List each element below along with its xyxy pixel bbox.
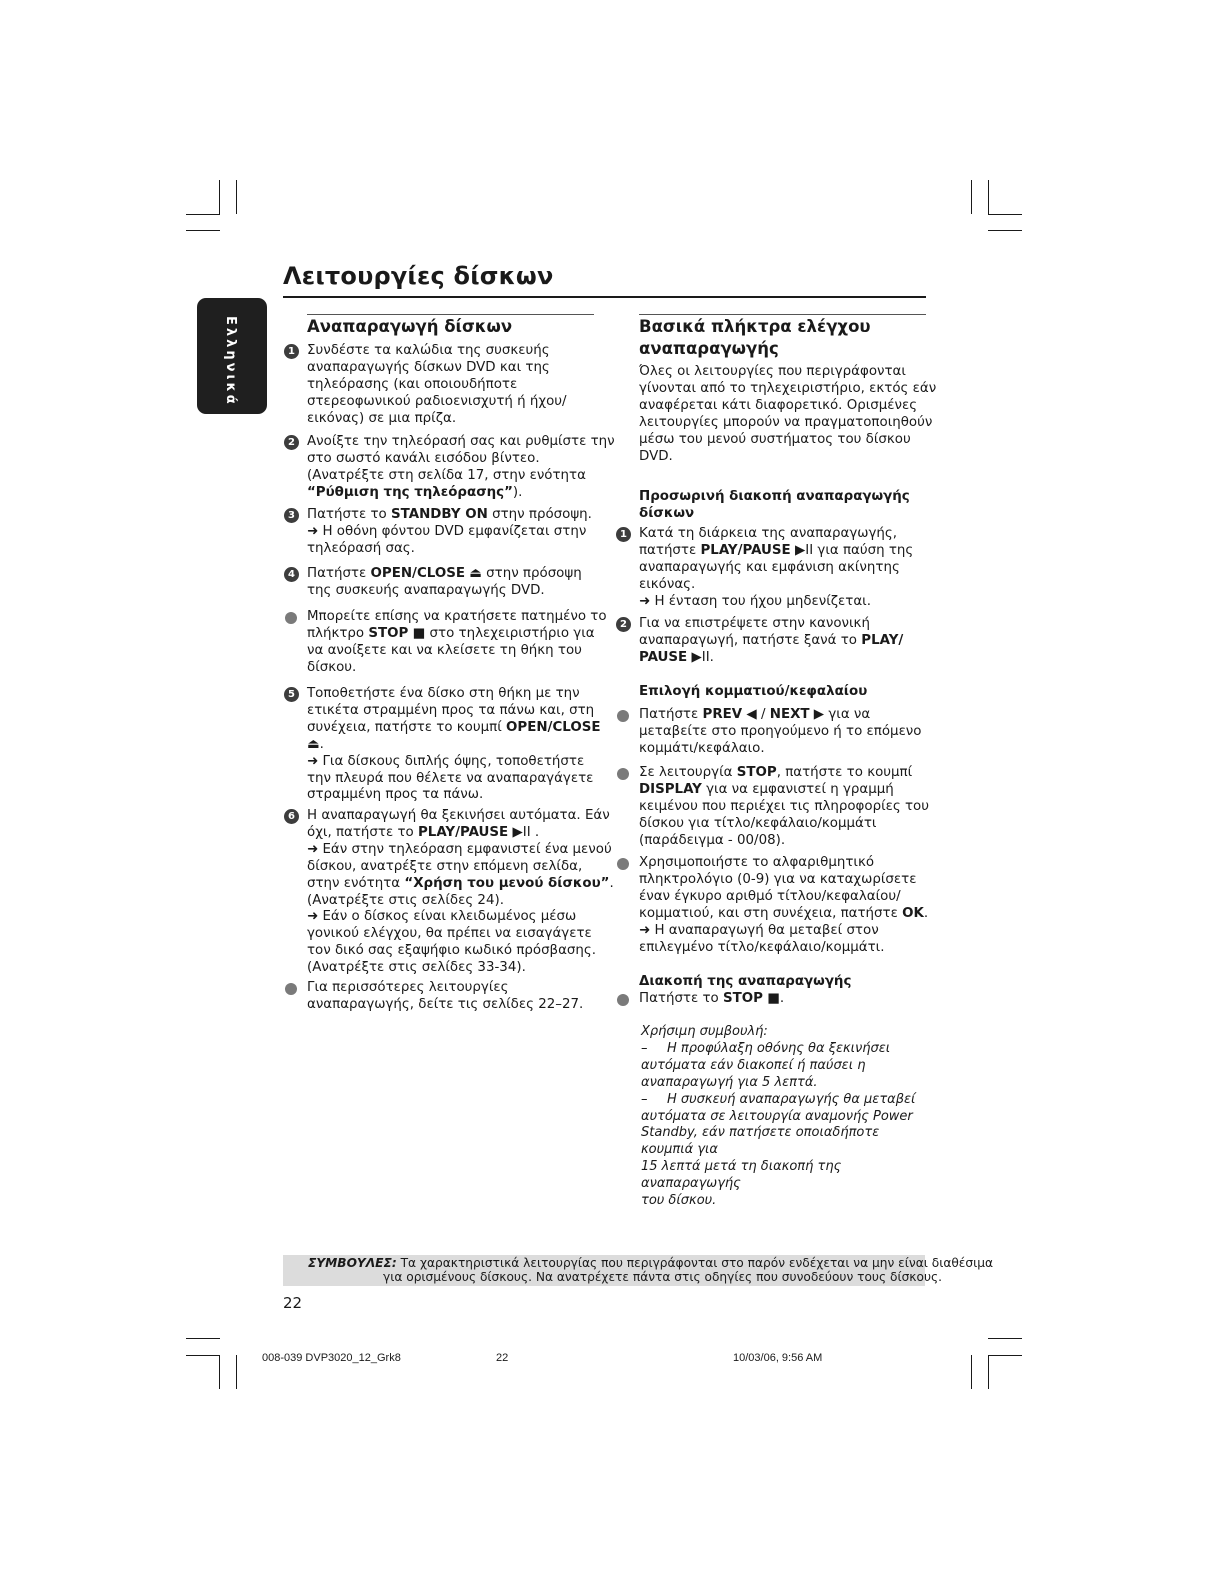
footer-file: 008-039 DVP3020_12_Grk8 [262, 1352, 401, 1364]
item-line: όχι, πατήστε το PLAY/PAUSE ▶II . [307, 824, 540, 840]
tip-text: Η συσκευή αναπαραγωγής θα μεταβεί [667, 1091, 916, 1107]
language-tab [197, 298, 267, 414]
track-step-item [639, 765, 929, 850]
item-line: της συσκευής αναπαραγωγής DVD. [307, 582, 545, 598]
crop-mark [186, 1355, 220, 1356]
tip-text: Η προφύλαξη οθόνης θα ξεκινήσει [667, 1040, 891, 1056]
left-section-heading: Αναπαραγωγή δίσκων [307, 317, 513, 336]
step-number-icon: 5 [284, 687, 299, 702]
crop-mark [186, 214, 220, 215]
crop-mark [236, 1355, 237, 1389]
item-line: ➜ Εάν ο δίσκος είναι κλειδωμένος μέσω [307, 909, 577, 925]
left-column-rule [307, 314, 594, 315]
note-line [308, 1256, 993, 1271]
pause-step-item [639, 526, 913, 611]
crop-mark [971, 1355, 972, 1389]
item-line: πληκτρολόγιο (0-9) για να καταχωρίσετε [639, 871, 917, 887]
crop-mark [971, 180, 972, 214]
track-step-item [639, 707, 922, 758]
item-line: Πατήστε το STOP ■. [639, 991, 785, 1006]
bullet-icon [617, 710, 629, 722]
left-step-item [307, 343, 567, 428]
left-step-item [307, 566, 582, 600]
intro-line: αναφέρεται κάτι διαφορετικό. Ορισμένες [639, 397, 918, 413]
item-line: να ανοίξετε και να κλείσετε τη θήκη του [307, 642, 582, 658]
item-line: πλήκτρο STOP ■ στο τηλεχειριστήριο για [307, 625, 595, 641]
item-line: Χρησιμοποιήστε το αλφαριθμητικό [639, 855, 875, 870]
step-number-icon: 6 [284, 809, 299, 824]
item-line: κομματιού, και στη συνέχεια, πατήστε OK. [639, 905, 929, 921]
tip-line: του δίσκου. [641, 1193, 717, 1209]
tip-line: Standby, εάν πατήσετε οποιαδήποτε κουμπιά για [641, 1125, 880, 1158]
intro-line: Όλες οι λειτουργίες που περιγράφονται [639, 364, 906, 379]
bullet-icon [617, 994, 629, 1006]
item-line: Πατήστε OPEN/CLOSE ⏏ στην πρόσοψη [307, 566, 582, 581]
intro-line: DVD. [639, 448, 673, 464]
item-line: δίσκου. [307, 659, 357, 675]
item-line: δίσκου για τίτλο/κεφάλαιο/κομμάτι [639, 815, 877, 831]
item-line: στην ενότητα “Χρήση του μενού δίσκου”. [307, 875, 614, 891]
item-line: Τοποθετήστε ένα δίσκο στη θήκη με την [307, 686, 580, 701]
track-heading: Επιλογή κομματιού/κεφαλαίου [639, 684, 868, 699]
item-line: τηλεόρασης (και οποιουδήποτε [307, 376, 518, 392]
crop-mark [219, 1355, 220, 1389]
title-rule [283, 296, 926, 298]
bullet-icon [617, 858, 629, 870]
note-line: για ορισμένους δίσκους. Να ανατρέχετε πάντα στις οδηγίες που συνοδεύουν τους δίσκους. [383, 1270, 943, 1284]
left-step-item [307, 434, 615, 502]
pause-heading-line: Προσωρινή διακοπή αναπαραγωγής [639, 489, 910, 504]
item-line: δίσκου, ανατρέξτε στην επόμενη σελίδα, [307, 858, 583, 874]
crop-mark [186, 230, 220, 231]
crop-mark [988, 180, 989, 214]
page-title: Λειτουργίες δίσκων [283, 262, 554, 290]
step-number-icon: 3 [284, 508, 299, 523]
page-number: 22 [283, 1294, 303, 1312]
footer-date: 10/03/06, 9:56 AM [733, 1352, 823, 1364]
item-line: ετικέτα στραμμένη προς τα πάνω και, στη [307, 702, 595, 718]
item-line: ⏏. [307, 736, 324, 752]
crop-mark [988, 214, 1022, 215]
intro-line: μέσω του μενού συστήματος του δίσκου [639, 431, 911, 447]
step-number-icon: 2 [616, 617, 631, 632]
bullet-icon [285, 983, 297, 995]
item-line: στο σωστό κανάλι εισόδου βίντεο. [307, 450, 540, 466]
intro-line: λειτουργίες μπορούν να πραγματοποιηθούν [639, 414, 933, 430]
tip-line: αυτόματα εάν διακοπεί ή παύσει η [641, 1057, 866, 1073]
item-line: γονικού ελέγχου, θα πρέπει να εισαγάγετε [307, 926, 592, 942]
item-line: ➜ Η ένταση του ήχου μηδενίζεται. [639, 593, 871, 609]
item-line: Πατήστε PREV ◀ / NEXT ▶ για να [639, 707, 871, 722]
bullet-icon [617, 768, 629, 780]
item-line: τον δικό σας εξαψήφιο κωδικό πρόσβασης. [307, 943, 597, 959]
footer-page: 22 [496, 1352, 509, 1364]
tip-title: Χρήσιμη συμβουλή: [641, 1024, 768, 1039]
item-line: τηλεόρασή σας. [307, 540, 415, 556]
note-box [283, 1255, 994, 1286]
left-step-item [307, 686, 601, 804]
item-line: (Ανατρέξτε στη σελίδα 17, στην ενότητα [307, 467, 586, 483]
left-step-item [307, 609, 607, 677]
bullet-icon [285, 612, 297, 624]
stop-step-item [639, 991, 784, 1008]
crop-mark [988, 1355, 989, 1389]
tip-line [641, 1092, 931, 1109]
pause-step-item [639, 616, 903, 667]
item-line: αναπαραγωγή, πατήστε ξανά το PLAY/ [639, 632, 904, 648]
item-line: Ανοίξτε την τηλεόρασή σας και ρυθμίστε την [307, 434, 615, 449]
tip-line: αναπαραγωγή για 5 λεπτά. [641, 1074, 818, 1090]
item-line: (Ανατρέξτε στις σελίδες 33-34). [307, 960, 526, 976]
item-line: πατήστε PLAY/PAUSE ▶II για παύση της [639, 542, 914, 558]
step-number-icon: 2 [284, 435, 299, 450]
right-column-rule [639, 314, 926, 315]
track-step-item [639, 855, 928, 956]
item-line: Η αναπαραγωγή θα ξεκινήσει αυτόματα. Εάν [307, 808, 610, 823]
language-tab-label: Ελληνικά [223, 316, 238, 407]
item-line: συνέχεια, πατήστε το κουμπί OPEN/CLOSE [307, 719, 601, 735]
item-line: εικόνας. [639, 576, 696, 592]
crop-mark [219, 180, 220, 214]
item-line: έναν έγκυρο αριθμό τίτλου/κεφαλαίου/ [639, 888, 901, 904]
item-line: ➜ Η οθόνη φόντου DVD εμφανίζεται στην [307, 523, 587, 539]
item-line: στραμμένη προς τα πάνω. [307, 787, 484, 803]
tip-line: 15 λεπτά μετά τη διακοπή της αναπαραγωγής [641, 1159, 842, 1192]
tip-dash: – [641, 1040, 648, 1056]
item-line: εικόνας) σε μια πρίζα. [307, 410, 457, 426]
crop-mark [236, 180, 237, 214]
item-line: μεταβείτε στο προηγούμενο ή το επόμενο [639, 723, 922, 739]
right-section-heading [639, 316, 871, 360]
item-line: PAUSE ▶II. [639, 649, 714, 665]
right-heading-line: Βασικά πλήκτρα ελέγχου [639, 317, 871, 336]
item-line: αναπαραγωγής και εμφάνιση ακίνητης [639, 559, 900, 575]
crop-mark [988, 230, 1022, 231]
note-text: Τα χαρακτηριστικά λειτουργίας που περιγράφονται στο παρόν ενδέχεται να μην είναι διαθέσιμα [400, 1256, 994, 1270]
tip-line: αυτόματα σε λειτουργία αναμονής Power [641, 1108, 913, 1124]
note-label: ΣΥΜΒΟΥΛΕΣ: [308, 1256, 397, 1270]
intro-line: γίνονται από το τηλεχειριστήριο, εκτός εάν [639, 380, 937, 396]
item-line: Πατήστε το STANDBY ON στην πρόσοψη. [307, 507, 592, 522]
item-line: DISPLAY για να εμφανιστεί η γραμμή [639, 781, 894, 797]
item-line: ➜ Για δίσκους διπλής όψης, τοποθετήστε [307, 753, 585, 769]
item-line: κομμάτι/κεφάλαιο. [639, 740, 765, 756]
item-line: (παράδειγμα - 00/08). [639, 832, 786, 848]
item-line: Για να επιστρέψετε στην κανονική [639, 616, 870, 631]
step-number-icon: 1 [616, 527, 631, 542]
tip-line [641, 1041, 931, 1058]
item-line: την πλευρά που θέλετε να αναπαραγάγετε [307, 770, 594, 786]
crop-mark [988, 1338, 1022, 1339]
item-line: (Ανατρέξτε στις σελίδες 24). [307, 892, 504, 908]
step-number-icon: 4 [284, 567, 299, 582]
right-heading-line: αναπαραγωγής [639, 339, 779, 358]
pause-heading-line: δίσκων [639, 506, 695, 521]
pause-heading [639, 488, 910, 522]
crop-mark [988, 1355, 1022, 1356]
left-step-item [307, 980, 583, 1014]
item-line: “Ρύθμιση της τηλεόρασης”). [307, 484, 523, 500]
item-line: αναπαραγωγής δίσκων DVD και της [307, 359, 550, 375]
crop-mark [186, 1338, 220, 1339]
item-line: Για περισσότερες λειτουργίες [307, 980, 509, 995]
tip-dash: – [641, 1091, 648, 1107]
item-line: ➜ Η αναπαραγωγή θα μεταβεί στον [639, 922, 879, 938]
left-step-item [307, 808, 614, 977]
left-step-item [307, 507, 592, 558]
item-line: Μπορείτε επίσης να κρατήσετε πατημένο το [307, 609, 607, 624]
item-line: Κατά τη διάρκεια της αναπαραγωγής, [639, 526, 898, 541]
item-line: ➜ Εάν στην τηλεόραση εμφανιστεί ένα μενού [307, 841, 612, 857]
item-line: στερεοφωνικού ραδιοενισχυτή ή ήχου/ [307, 393, 567, 409]
stop-heading: Διακοπή της αναπαραγωγής [639, 974, 852, 989]
right-intro [639, 364, 936, 465]
helpful-tip [641, 1024, 931, 1210]
item-line: Σε λειτουργία STOP, πατήστε το κουμπί [639, 765, 913, 780]
item-line: κειμένου που περιέχει τις πληροφορίες του [639, 798, 929, 814]
step-number-icon: 1 [284, 344, 299, 359]
item-line: αναπαραγωγής, δείτε τις σελίδες 22–27. [307, 996, 584, 1012]
item-line: επιλεγμένο τίτλο/κεφάλαιο/κομμάτι. [639, 939, 885, 955]
item-line: Συνδέστε τα καλώδια της συσκευής [307, 343, 550, 358]
